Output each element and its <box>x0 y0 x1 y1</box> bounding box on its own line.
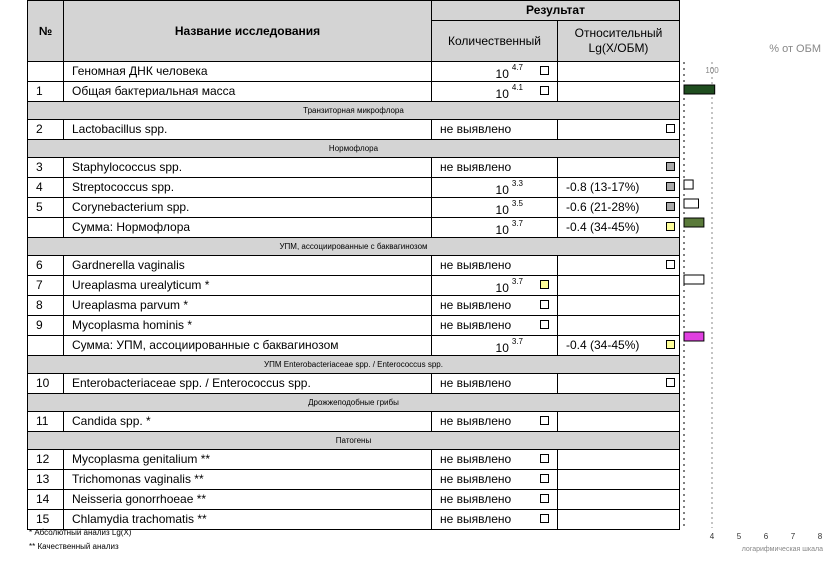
quant-result <box>432 276 558 296</box>
relative-indicator-box <box>666 340 675 349</box>
relative-indicator-box <box>666 162 675 171</box>
table-row <box>28 120 680 140</box>
quant-indicator-box <box>540 66 549 75</box>
relative-result <box>558 510 680 530</box>
test-name: Enterobacteriaceae spp. / Enterococcus spp. <box>64 374 432 394</box>
row-number: 11 <box>28 412 64 432</box>
table-row <box>28 412 680 432</box>
quant-text: не выявлено <box>440 376 512 390</box>
test-name: Trichomonas vaginalis ** <box>64 470 432 490</box>
row-number <box>28 336 64 356</box>
table-row <box>28 62 680 82</box>
chart-bar <box>684 218 704 227</box>
relative-value: -0.8 (13-17%) <box>566 180 640 194</box>
relative-result <box>558 490 680 510</box>
chart-bar <box>684 332 704 341</box>
quant-result <box>432 316 558 336</box>
row-number <box>28 62 64 82</box>
row-number: 6 <box>28 256 64 276</box>
relative-result <box>558 218 680 238</box>
results-table <box>27 0 680 530</box>
quant-value <box>496 84 523 101</box>
test-name: Lactobacillus spp. <box>64 120 432 140</box>
quant-base: 10 <box>495 67 509 81</box>
row-number: 2 <box>28 120 64 140</box>
quant-base: 10 <box>495 223 509 237</box>
table-row <box>28 218 680 238</box>
row-number: 8 <box>28 296 64 316</box>
test-name: Ureaplasma parvum * <box>64 296 432 316</box>
quant-result <box>432 296 558 316</box>
relative-result <box>558 450 680 470</box>
quant-text: не выявлено <box>440 318 512 332</box>
quant-base: 10 <box>495 281 509 295</box>
relative-indicator-box <box>666 222 675 231</box>
test-name: Ureaplasma urealyticum * <box>64 276 432 296</box>
relative-indicator-box <box>666 202 675 211</box>
table-row <box>28 158 680 178</box>
quant-indicator-box <box>540 474 549 483</box>
relative-indicator-box <box>666 378 675 387</box>
relative-result <box>558 412 680 432</box>
section-title: Транзиторная микрофлора <box>28 102 680 120</box>
footnote-qualitative: ** Качественный анализ <box>29 542 119 551</box>
chart-bar <box>684 85 715 94</box>
quant-text: не выявлено <box>440 160 512 174</box>
quant-text: не выявлено <box>440 122 512 136</box>
chart-xlabel: логарифмическая шкала <box>741 546 823 553</box>
quant-result <box>432 62 558 82</box>
relative-result <box>558 296 680 316</box>
quant-exponent: 3.7 <box>511 277 523 286</box>
chart-bar <box>684 199 699 208</box>
section-row <box>28 102 680 120</box>
quant-indicator-box <box>540 454 549 463</box>
row-number: 10 <box>28 374 64 394</box>
section-row <box>28 356 680 374</box>
table-row <box>28 316 680 336</box>
relative-result <box>558 470 680 490</box>
section-title: Нормофлора <box>28 140 680 158</box>
quant-indicator-box <box>540 514 549 523</box>
quant-exponent: 4.7 <box>511 63 523 72</box>
quant-base: 10 <box>495 203 509 217</box>
quant-value <box>496 200 523 217</box>
test-name: Общая бактериальная масса <box>64 82 432 102</box>
quant-exponent: 3.3 <box>511 179 523 188</box>
col-header-name: Название исследования <box>64 1 432 62</box>
quant-indicator-box <box>540 280 549 289</box>
quant-result <box>432 450 558 470</box>
section-title: Патогены <box>28 432 680 450</box>
row-number: 14 <box>28 490 64 510</box>
relative-result <box>558 82 680 102</box>
quant-indicator-box <box>540 494 549 503</box>
relative-result <box>558 178 680 198</box>
test-name: Neisseria gonorrhoeae ** <box>64 490 432 510</box>
col-header-result: Результат <box>432 1 680 21</box>
chart-title: % от ОБМ <box>769 43 821 55</box>
chart-tick-label: 6 <box>763 532 769 541</box>
col-header-quant: Количественный <box>432 21 558 62</box>
col-header-rel: Относительный Lg(X/ОБМ) <box>558 21 680 62</box>
row-number: 12 <box>28 450 64 470</box>
test-name: Candida spp. * <box>64 412 432 432</box>
quant-result <box>432 490 558 510</box>
relative-result <box>558 158 680 178</box>
quant-text: не выявлено <box>440 512 512 526</box>
quant-exponent: 3.7 <box>511 219 523 228</box>
relative-value: -0.6 (21-28%) <box>566 200 640 214</box>
table-row <box>28 510 680 530</box>
quant-result <box>432 178 558 198</box>
test-name: Corynebacterium spp. <box>64 198 432 218</box>
quant-text: не выявлено <box>440 414 512 428</box>
row-number: 1 <box>28 82 64 102</box>
quant-value <box>496 220 523 237</box>
quant-result <box>432 198 558 218</box>
relative-value: -0.4 (34-45%) <box>566 220 640 234</box>
table-row <box>28 178 680 198</box>
relative-result <box>558 62 680 82</box>
section-row <box>28 432 680 450</box>
test-name: Mycoplasma genitalium ** <box>64 450 432 470</box>
table-row <box>28 296 680 316</box>
chart-bar <box>684 275 704 284</box>
quant-text: не выявлено <box>440 492 512 506</box>
chart-tick-label: 4 <box>709 532 715 541</box>
section-title: УПМ, ассоциированные с баквагинозом <box>28 238 680 256</box>
section-title: УПМ Enterobacteriaceae spp. / Enterococcus spp. <box>28 356 680 374</box>
footnote-absolute: * Абсолютный анализ Lg(X) <box>29 528 132 537</box>
test-name: Streptococcus spp. <box>64 178 432 198</box>
test-name: Chlamydia trachomatis ** <box>64 510 432 530</box>
test-name: Сумма: Нормофлора <box>64 218 432 238</box>
quant-value <box>496 64 523 81</box>
quant-indicator-box <box>540 300 549 309</box>
quant-text: не выявлено <box>440 472 512 486</box>
quant-base: 10 <box>495 87 509 101</box>
quant-result <box>432 412 558 432</box>
quant-indicator-box <box>540 86 549 95</box>
relative-result <box>558 276 680 296</box>
relative-result <box>558 336 680 356</box>
row-number: 3 <box>28 158 64 178</box>
quant-indicator-box <box>540 416 549 425</box>
test-name: Сумма: УПМ, ассоциированные с баквагинозом <box>64 336 432 356</box>
section-row <box>28 140 680 158</box>
log-chart <box>680 0 828 567</box>
row-number: 9 <box>28 316 64 336</box>
row-number <box>28 218 64 238</box>
quant-exponent: 3.7 <box>511 337 523 346</box>
chart-tick-label: 7 <box>790 532 796 541</box>
chart-tick-label: 5 <box>736 532 742 541</box>
quant-indicator-box <box>540 320 549 329</box>
table-row <box>28 490 680 510</box>
relative-result <box>558 256 680 276</box>
col-header-no: № <box>28 1 64 62</box>
relative-result <box>558 120 680 140</box>
quant-value <box>496 180 523 197</box>
quant-result <box>432 82 558 102</box>
quant-result <box>432 256 558 276</box>
quant-result <box>432 510 558 530</box>
row-number: 5 <box>28 198 64 218</box>
quant-result <box>432 374 558 394</box>
row-number: 7 <box>28 276 64 296</box>
relative-result <box>558 374 680 394</box>
quant-result <box>432 158 558 178</box>
quant-result <box>432 120 558 140</box>
quant-base: 10 <box>495 341 509 355</box>
test-name: Gardnerella vaginalis <box>64 256 432 276</box>
test-name: Геномная ДНК человека <box>64 62 432 82</box>
quant-exponent: 4.1 <box>511 83 523 92</box>
relative-result <box>558 316 680 336</box>
quant-value <box>496 338 523 355</box>
quant-result <box>432 470 558 490</box>
row-number: 15 <box>28 510 64 530</box>
row-number: 4 <box>28 178 64 198</box>
table-row <box>28 276 680 296</box>
relative-value: -0.4 (34-45%) <box>566 338 640 352</box>
relative-indicator-box <box>666 260 675 269</box>
chart-tick-label: 8 <box>817 532 823 541</box>
table-row <box>28 256 680 276</box>
relative-indicator-box <box>666 124 675 133</box>
section-row <box>28 394 680 412</box>
relative-indicator-box <box>666 182 675 191</box>
section-title: Дрожжеподобные грибы <box>28 394 680 412</box>
row-number: 13 <box>28 470 64 490</box>
quant-text: не выявлено <box>440 298 512 312</box>
section-row <box>28 238 680 256</box>
table-row <box>28 470 680 490</box>
chart-ref-label: 100 <box>705 66 719 75</box>
quant-text: не выявлено <box>440 452 512 466</box>
table-row <box>28 450 680 470</box>
quant-text: не выявлено <box>440 258 512 272</box>
test-name: Mycoplasma hominis * <box>64 316 432 336</box>
quant-exponent: 3.5 <box>511 199 523 208</box>
quant-value <box>496 278 523 295</box>
relative-result <box>558 198 680 218</box>
table-row <box>28 374 680 394</box>
quant-result <box>432 336 558 356</box>
table-row <box>28 82 680 102</box>
quant-base: 10 <box>495 183 509 197</box>
table-row <box>28 198 680 218</box>
table-row <box>28 336 680 356</box>
quant-result <box>432 218 558 238</box>
test-name: Staphylococcus spp. <box>64 158 432 178</box>
chart-bar <box>684 180 693 189</box>
